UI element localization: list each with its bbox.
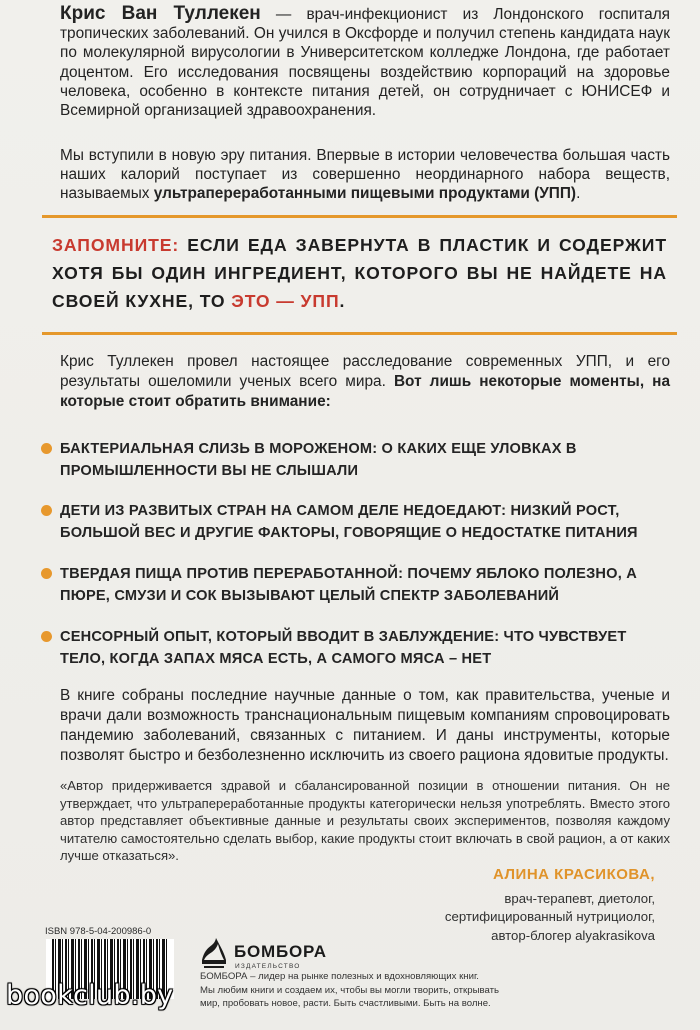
bullet-dot-icon xyxy=(41,631,52,642)
author-bio-text: — врач-инфекционист из Лондонского госпиталя тропических заболеваний. Он учился в Оксфорде и получил степень кандидата наук по молекулярной вирусологии в Университетском колледже Лондона, где работает доцентом. Его исследования посвящены воздействию корпораций на здоровье человека, особенно в контексте питания детей, он сотрудничает с ЮНИСЕФ и Всемирной организацией здравоохранения. xyxy=(60,6,671,120)
reviewer-credit xyxy=(445,866,655,945)
lead-paragraph xyxy=(60,146,670,204)
bullet-item xyxy=(60,626,660,670)
investigation-bold: Вот лишь некоторые моменты, на которые стоит обратить внимание: xyxy=(60,373,671,410)
investigation-paragraph xyxy=(60,352,670,412)
callout-body: ЕСЛИ ЕДА ЗАВЕРНУТА В ПЛАСТИК И СОДЕРЖИТ ХОТЯ БЫ ОДИН ИНГРЕДИЕНТ, КОТОРОГО ВЫ НЕ НАЙДЕТЕ НА СВОЕЙ КУХНЕ, ТО xyxy=(52,235,667,311)
bullet-text: СЕНСОРНЫЙ ОПЫТ, КОТОРЫЙ ВВОДИТ В ЗАБЛУЖДЕНИЕ: ЧТО ЧУВСТВУЕТ ТЕЛО, КОГДА ЗАПАХ МЯСА ЕСТЬ, А САМОГО МЯСА – НЕТ xyxy=(60,629,627,667)
lead-bold-term: ультрапереработанными пищевыми продуктами (УПП) xyxy=(153,185,577,203)
bullet-text: БАКТЕРИАЛЬНАЯ СЛИЗЬ В МОРОЖЕНОМ: О КАКИХ ЕЩЕ УЛОВКАХ В ПРОМЫШЛЕННОСТИ ВЫ НЕ СЛЫШАЛИ xyxy=(60,441,577,479)
author-name: Крис Ван Туллекен xyxy=(60,3,261,24)
publisher-line: мир, пробовать новое, расти. Быть счастливыми. Быть на волне. xyxy=(200,998,491,1010)
closing-paragraph: В книге собраны последние научные данные о том, как правительства, ученые и врачи дали возможность транснациональным пищевым компаниям спровоцировать пандемию заболеваний, связанных с питанием. И даны инструменты, которые позволят быстро и безболезненно исключить из своего рациона ядовитые продукты. xyxy=(60,687,670,764)
publisher-line: Мы любим книги и создаем их, чтобы вы могли творить, открывать xyxy=(200,984,499,996)
investigation-text: Крис Туллекен провел настоящее расследование современных УПП, и его результаты ошеломили ученых всего мира. xyxy=(60,353,670,390)
reviewer-role: автор-блогер alyakrasikova xyxy=(491,927,655,943)
bullet-text: ДЕТИ ИЗ РАЗВИТЫХ СТРАН НА САМОМ ДЕЛЕ НЕДОЕДАЮТ: НИЗКИЙ РОСТ, БОЛЬШОЙ ВЕС И ДРУГИЕ ФАКТОРЫ, ГОВОРЯЩИЕ О НЕДОСТАТКЕ ПИТАНИЯ xyxy=(60,503,638,541)
reviewer-role: сертифицированный нутрициолог, xyxy=(444,909,655,924)
bullet-dot-icon xyxy=(41,505,52,516)
bullet-item xyxy=(60,500,660,544)
lead-text: Мы вступили в новую эру питания. Впервые в истории человечества большая часть наших калорий поступает из совершенно неординарного набора веществ, называемых xyxy=(60,147,670,203)
reviewer-role: врач-терапевт, диетолог, xyxy=(504,890,655,906)
callout-end: . xyxy=(339,291,346,311)
watermark: bookclub.by xyxy=(6,980,174,1011)
lead-end: . xyxy=(576,185,581,203)
bullet-item xyxy=(60,563,660,607)
callout-text xyxy=(52,231,667,315)
publisher-line: БОМБОРА – лидер на рынке полезных и вдохновляющих книг. xyxy=(200,971,479,982)
callout-highlight: ЭТО — УПП xyxy=(231,291,340,311)
publisher-blurb xyxy=(200,970,520,1011)
author-bio xyxy=(60,4,670,120)
reviewer-name: АЛИНА КРАСИКОВА, xyxy=(493,866,655,883)
callout-box xyxy=(42,215,677,335)
callout-label: ЗАПОМНИТЕ: xyxy=(52,235,180,255)
publisher-name: БОМБОРА xyxy=(234,942,327,961)
bullet-text: ТВЕРДАЯ ПИЩА ПРОТИВ ПЕРЕРАБОТАННОЙ: ПОЧЕМУ ЯБЛОКО ПОЛЕЗНО, А ПЮРЕ, СМУЗИ И СОК ВЫЗЫВАЮТ ЦЕЛЫЙ СПЕКТР ЗАБОЛЕВАНИЙ xyxy=(60,566,637,604)
bullet-dot-icon xyxy=(41,568,52,579)
review-quote: «Автор придерживается здравой и сбалансированной позиции в отношении питания. Он не утверждает, что ультрапереработанные продукты категорически нельзя употреблять. Вместо этого автор представляет объективные данные и результаты своих экспериментов, позволяя каждому читателю самостоятельно сделать выбор, какие продукты стоит включать в свой рацион, а от каких лучше отказаться». xyxy=(60,778,670,863)
isbn-number: ISBN 978-5-04-200986-0 xyxy=(45,926,152,937)
bullet-dot-icon xyxy=(41,443,52,454)
bullet-item xyxy=(60,438,660,482)
publisher-subtitle: ИЗДАТЕЛЬСТВО xyxy=(235,963,301,970)
